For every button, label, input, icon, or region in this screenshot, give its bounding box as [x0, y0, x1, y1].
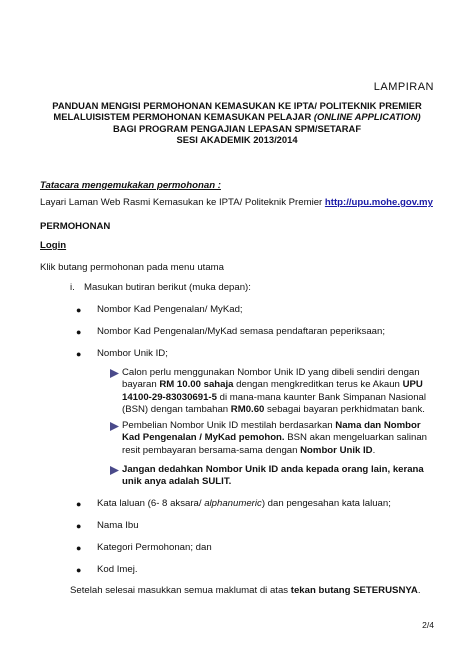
title-line-2 [40, 111, 434, 122]
note-text: dengan mengkreditkan terus ke Akaun [233, 379, 403, 391]
note-fee: RM0.60 [230, 404, 265, 416]
note-2-line-3 [122, 445, 434, 457]
title-line-4: SESI AKADEMIK 2013/2014 [176, 134, 298, 146]
note-2-line-2 [122, 432, 434, 444]
list-item-unique-id: Nombor Unik ID; [97, 348, 168, 359]
note-bold: Kad Pengenalan / MyKad pemohon. [122, 432, 285, 444]
bullet-icon: ● [76, 521, 82, 531]
note-2-line-1 [122, 420, 434, 432]
page-number: 2/4 [422, 620, 434, 630]
step-i-text: Masukan butiran berikut (muka depan): [84, 282, 251, 293]
note-text: bayaran [122, 379, 160, 391]
note-upu: UPU [402, 379, 423, 391]
note-text: resit pembayaran bersama-sama dengan [122, 444, 301, 456]
note-1-line-3 [122, 392, 434, 404]
note-price: RM 10.00 sahaja [159, 379, 234, 391]
title-line-2-text: MELALUISISTEM PERMOHONAN KEMASUKAN PELAJAR [53, 111, 314, 123]
title-line-3: BAGI PROGRAM PENGAJIAN LEPASAN SPM/SETARAF [112, 122, 362, 134]
arrow-bullet-icon [110, 369, 119, 378]
bullet-icon: ● [76, 327, 82, 337]
note-3-line-1: Jangan dedahkan Nombor Unik ID anda kepada orang lain, kerana [122, 464, 424, 475]
list-item-mykad: Nombor Kad Pengenalan/ MyKad; [97, 304, 243, 315]
section-heading: Tatacara mengemukakan permohonan : [40, 180, 221, 191]
note-account-number: 14100-29-83030691-5 [122, 391, 217, 403]
note-text: di mana-mana kaunter Bank Simpanan Nasional [216, 391, 427, 403]
login-heading: Login [40, 240, 67, 251]
visit-text: Layari Laman Web Rasmi Kemasukan ke IPTA/ Politeknik Premier [40, 197, 325, 208]
document-title [40, 100, 434, 146]
note-text: Pembelian Nombor Unik ID mestilah berdasarkan [122, 420, 336, 431]
bullet-icon: ● [76, 543, 82, 553]
note-unique-id-purchase [122, 367, 434, 417]
note-1-line-4 [122, 404, 434, 416]
closing-instruction [70, 585, 421, 597]
note-1-line-2 [122, 379, 434, 391]
closing-text: Setelah selesai masukkan semua maklumat di atas [70, 585, 291, 596]
note-text: (BSN) dengan tambahan [122, 404, 231, 416]
bullet-icon: ● [76, 499, 82, 509]
bullet-icon: ● [76, 565, 82, 575]
arrow-bullet-icon [110, 422, 119, 431]
step-i-number: i. [70, 282, 75, 293]
note-1-line-1: Calon perlu menggunakan Nombor Unik ID yang dibeli sendiri dengan [122, 367, 420, 378]
list-item-image-code: Kod Imej. [97, 564, 138, 575]
bullet-icon: ● [76, 305, 82, 315]
visit-instruction [40, 197, 433, 209]
permohonan-heading: PERMOHONAN [40, 221, 111, 232]
list-item-password [97, 498, 391, 510]
note-text: sebagai bayaran perkhidmatan bank. [264, 404, 425, 416]
lampiran-label: LAMPIRAN [373, 81, 434, 93]
item-text: Kata laluan (6- 8 aksara/ [97, 498, 205, 509]
bullet-icon: ● [76, 349, 82, 359]
upu-website-link[interactable]: http://upu.mohe.gov.my [324, 197, 433, 208]
arrow-bullet-icon [110, 466, 119, 475]
note-bold: Nombor Unik ID [300, 444, 373, 456]
title-line-1: PANDUAN MENGISI PERMOHONAN KEMASUKAN KE IPTA/ POLITEKNIK PREMIER [52, 100, 422, 111]
note-text: . [372, 444, 376, 456]
item-text: ) dan pengesahan kata laluan; [261, 498, 391, 509]
item-italic: alphanumeric [204, 498, 262, 509]
click-instruction: Klik butang permohonan pada menu utama [40, 262, 225, 273]
note-bold: Nama dan Nombor [335, 420, 421, 431]
list-item-mykad-exam: Nombor Kad Pengenalan/MyKad semasa pendaftaran peperiksaan; [97, 326, 385, 337]
note-text: BSN akan mengeluarkan salinan [284, 432, 427, 444]
list-item-category: Kategori Permohonan; dan [97, 542, 212, 553]
note-3-line-2: unik anya adalah SULIT. [122, 476, 232, 488]
note-unique-id-identity [122, 420, 434, 457]
closing-text: . [417, 585, 421, 596]
closing-bold: tekan butang SETERUSNYA [290, 585, 418, 596]
list-item-mother-name: Nama Ibu [97, 520, 139, 531]
title-online-application: (ONLINE APPLICATION) [313, 111, 421, 123]
note-confidential-warning [122, 464, 434, 489]
